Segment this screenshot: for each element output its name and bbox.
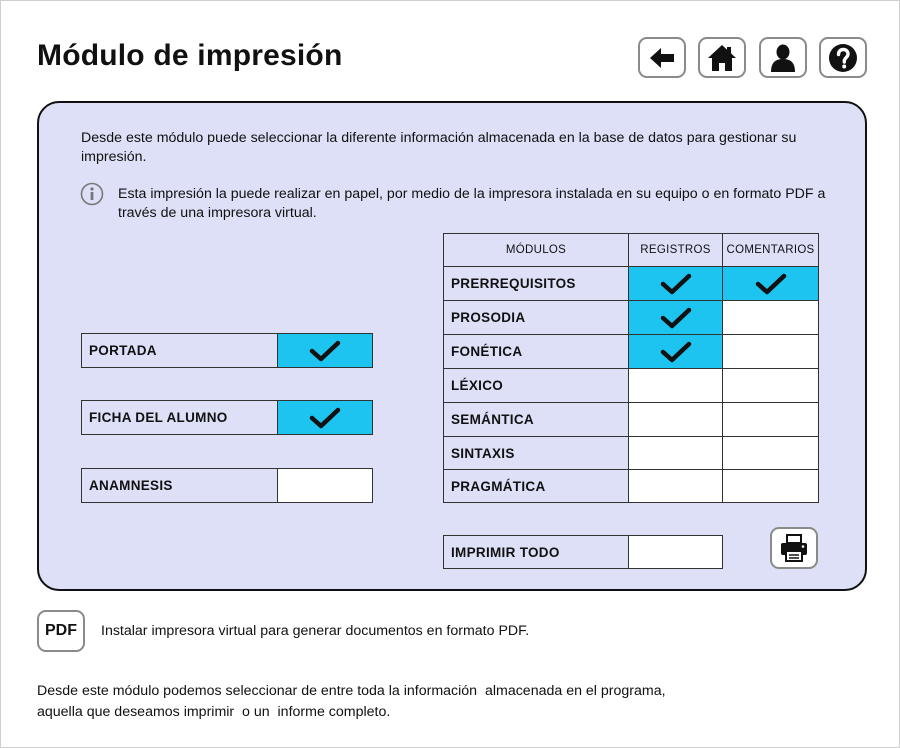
pdf-install-text: Instalar impresora virtual para generar documentos en formato PDF. <box>101 623 530 639</box>
table-header-registros: REGISTROS <box>628 233 723 267</box>
module-label-lexico: LÉXICO <box>443 368 629 403</box>
user-button[interactable] <box>759 37 807 78</box>
footer-line-2: aquella que deseamos imprimir o un informe completo. <box>37 704 391 720</box>
module-label-prerrequisitos: PRERREQUISITOS <box>443 266 629 301</box>
module-label-semantica: SEMÁNTICA <box>443 402 629 437</box>
footer-description <box>37 681 817 723</box>
comentarios-checkbox-prosodia[interactable] <box>722 300 819 335</box>
help-icon <box>828 43 858 73</box>
option-label-portada: PORTADA <box>81 333 278 368</box>
comentarios-checkbox-pragmatica[interactable] <box>722 469 819 503</box>
checkmark-icon <box>309 339 341 363</box>
help-button[interactable] <box>819 37 867 78</box>
comentarios-checkbox-semantica[interactable] <box>722 402 819 437</box>
print-all-checkbox[interactable] <box>628 535 723 569</box>
checkmark-icon <box>660 272 692 296</box>
option-checkbox-ficha-alumno[interactable] <box>277 400 373 435</box>
registros-checkbox-prerrequisitos[interactable] <box>628 266 723 301</box>
home-icon <box>707 43 737 73</box>
module-label-fonetica: FONÉTICA <box>443 334 629 369</box>
comentarios-checkbox-lexico[interactable] <box>722 368 819 403</box>
option-checkbox-anamnesis[interactable] <box>277 468 373 503</box>
table-header-modulos: MÓDULOS <box>443 233 629 267</box>
option-label-ficha-alumno: FICHA DEL ALUMNO <box>81 400 278 435</box>
printer-icon <box>779 533 809 563</box>
registros-checkbox-fonetica[interactable] <box>628 334 723 369</box>
registros-checkbox-lexico[interactable] <box>628 368 723 403</box>
back-arrow-icon <box>647 43 677 73</box>
page-title: Módulo de impresión <box>37 39 343 72</box>
checkmark-icon <box>660 306 692 330</box>
option-checkbox-portada[interactable] <box>277 333 373 368</box>
module-label-sintaxis: SINTAXIS <box>443 436 629 470</box>
registros-checkbox-pragmatica[interactable] <box>628 469 723 503</box>
checkmark-icon <box>660 340 692 364</box>
user-icon <box>768 43 798 73</box>
back-button[interactable] <box>638 37 686 78</box>
comentarios-checkbox-prerrequisitos[interactable] <box>722 266 819 301</box>
comentarios-checkbox-fonetica[interactable] <box>722 334 819 369</box>
intro-text: Desde este módulo puede seleccionar la diferente información almacenada en la base de datos para gestionar su impresión. <box>81 130 797 165</box>
module-label-pragmatica: PRAGMÁTICA <box>443 469 629 503</box>
print-button[interactable] <box>770 527 818 569</box>
checkmark-icon <box>755 272 787 296</box>
option-label-anamnesis: ANAMNESIS <box>81 468 278 503</box>
print-all-label: IMPRIMIR TODO <box>443 535 629 569</box>
home-button[interactable] <box>698 37 746 78</box>
footer-line-1: Desde este módulo podemos seleccionar de entre toda la información almacenada en el programa, <box>37 683 666 699</box>
info-text: Esta impresión la puede realizar en papel, por medio de la impresora instalada en su equipo o en formato PDF a través de una impresora virtual. <box>118 186 826 221</box>
info-icon <box>80 182 104 206</box>
pdf-button[interactable]: PDF <box>37 610 85 652</box>
registros-checkbox-prosodia[interactable] <box>628 300 723 335</box>
table-header-comentarios: COMENTARIOS <box>722 233 819 267</box>
registros-checkbox-semantica[interactable] <box>628 402 723 437</box>
checkmark-icon <box>309 406 341 430</box>
registros-checkbox-sintaxis[interactable] <box>628 436 723 470</box>
module-label-prosodia: PROSODIA <box>443 300 629 335</box>
comentarios-checkbox-sintaxis[interactable] <box>722 436 819 470</box>
